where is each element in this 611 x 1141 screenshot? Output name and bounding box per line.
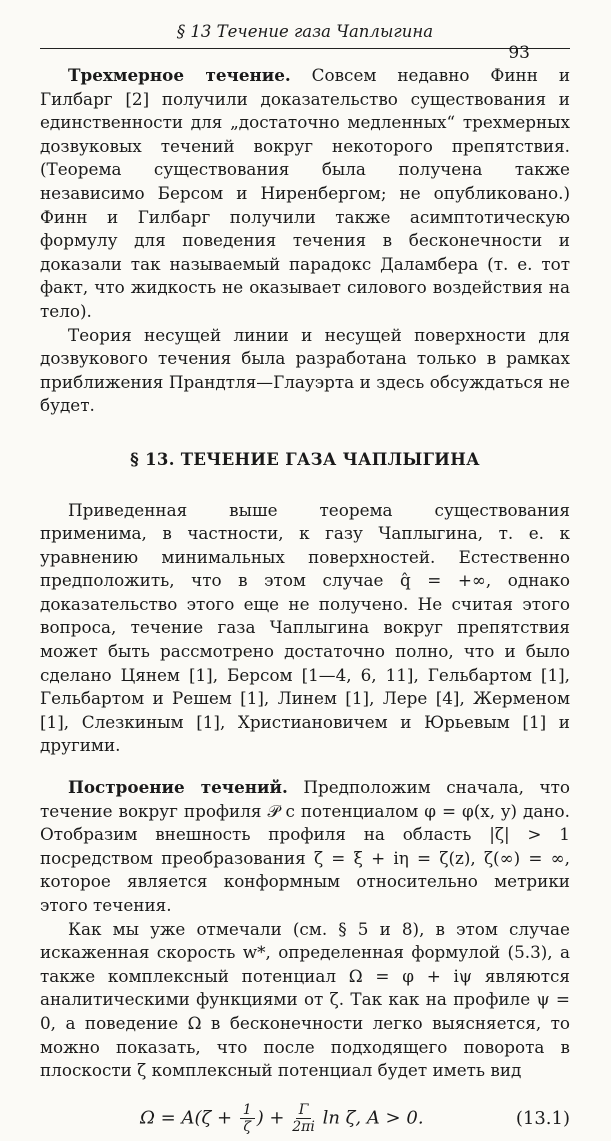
section-title: § 13. ТЕЧЕНИЕ ГАЗА ЧАПЛЫГИНА [130, 449, 480, 469]
running-title: § 13 Течение газа Чаплыгина [176, 22, 434, 41]
paragraph-text: Предположим сначала, что течение вокруг профиля 𝒫 с потенциалом φ = φ(x, y) дано. Отобразим внешность профиля на область |ζ| > 1 посредством преобразования ζ = ξ + iη = ζ(z), ζ(∞) = ∞, которое является конформным относительно метрики этого течения. [40, 777, 571, 915]
fraction-one-over-zeta: $\frac{1}{\zeta}$ [240, 1102, 255, 1135]
equation-13-1 [40, 1097, 570, 1141]
paragraph-complex-potential: Как мы уже отмечали (см. § 5 и 8), в этом случае искаженная скорость w*, определенная формулой (5.3), а также комплексный потенциал Ω = φ + iψ являются аналитическими функциями от ζ. Так как на профиле ψ = 0, а поведение Ω в бесконечности легко выясняется, то можно показать, что после подходящего поворота в плоскости ζ комплексный потенциал будет иметь вид [40, 918, 570, 1081]
paragraph-construction [40, 776, 570, 918]
page-body [40, 64, 570, 1141]
paragraph-heading: Построение течений. [68, 777, 288, 798]
running-head [40, 22, 570, 63]
paragraph-3d-flow [40, 64, 570, 324]
page-number: 93 [508, 43, 530, 63]
paragraph-lifting-line: Теория несущей линии и несущей поверхности для дозвукового течения была разработана только в рамках приближения Прандтля—Глауэрта и здесь обсуждаться не будет. [40, 324, 570, 416]
paragraph-chaplygin-intro: Приведенная выше теорема существования применима, в частности, к газу Чаплыгина, т. е. к уравнению минимальных поверхностей. Естественно предположить, что в этом случае q̂ = +∞, однако доказательство этого еще не получено. Не считая этого вопроса, течение газа Чаплыгина вокруг препятствия может быть рассмотрено достаточно полно, что и было сделано Цянем [1], Берсом [1—4, 6, 11], Гельбартом [1], Гельбартом и Решем [1], Линем [1], Лере [4], Жерменом [1], Слезкиным [1], Христиановичем и Юрьевым [1] и другими. [40, 499, 570, 756]
paragraph-text: Совсем недавно Финн и Гилбарг [2] получили доказательство существования и единственности для „достаточно медленных“ трехмерных дозвуковых течений вокруг некоторого препятствия. (Теорема существования была получена также независимо Берсом и Ниренбергом; не опубликовано.) Финн и Гилбарг получили также асимптотическую формулу для поведения течения в бесконечности и доказали так называемый парадокс Даламбера (т. е. тот факт, что жидкость не оказывает силового воздействия на тело). [40, 65, 571, 321]
equation-number: (13.1) [515, 1107, 570, 1129]
equation-body: Ω = A(ζ + $\frac{1}{\zeta}$ ) + $\frac{\Gamma}{2\pi i}$ ln ζ, A > 0. [140, 1102, 424, 1136]
fraction-gamma-over-2pi-i: $\frac{\Gamma}{2\pi i}$ [292, 1102, 315, 1136]
paragraph-heading: Трехмерное течение. [68, 65, 291, 85]
